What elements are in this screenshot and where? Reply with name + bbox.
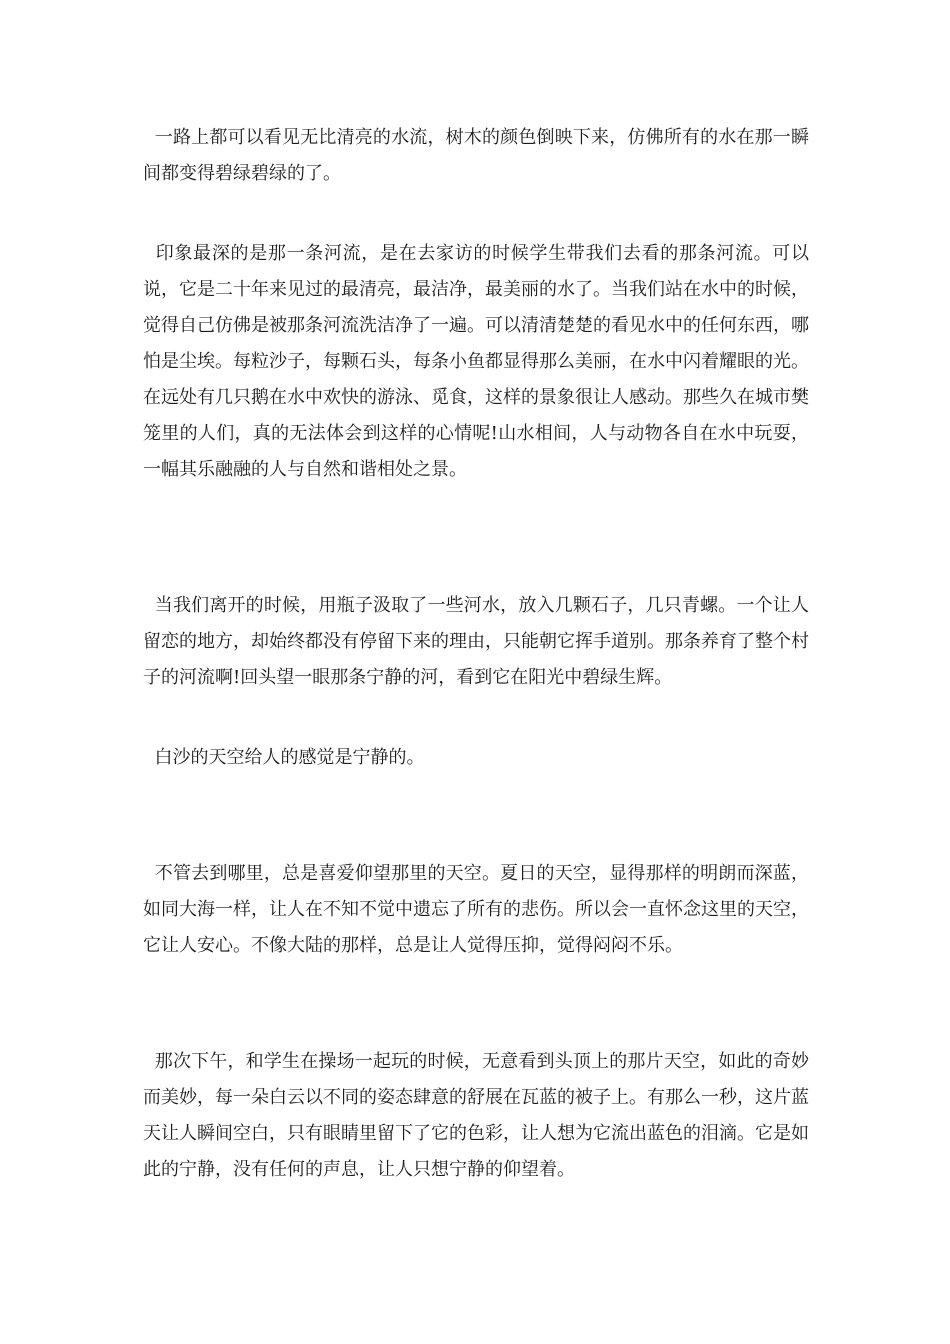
paragraph-4: 白沙的天空给人的感觉是宁静的。 <box>143 747 425 768</box>
paragraph-1: 一路上都可以看见无比清亮的水流，树木的颜色倒映下来，仿佛所有的水在那一瞬间都变得碧绿碧绿的了。 <box>143 127 809 184</box>
paragraph-2: 印象最深的是那一条河流，是在去家访的时候学生带我们去看的那条河流。可以说，它是二十年来见过的最清亮，最洁净，最美丽的水了。当我们站在水中的时候，觉得自己仿佛是被那条河流洗洁净了一遍。可以清清楚楚的看见水中的任何东西，哪怕是尘埃。每粒沙子，每颗石头，每条小鱼都显得那么美丽，在水中闪着耀眼的光。在远处有几只鹅在水中欢快的游泳、觅食，这样的景象很让人感动。那些久在城市樊笼里的人们，真的无法体会到这样的心情呢!山水相间，人与动物各自在水中玩耍，一幅其乐融融的人与自然和谐相处之景。 <box>143 243 809 480</box>
paragraph-5: 不管去到哪里，总是喜爱仰望那里的天空。夏日的天空，显得那样的明朗而深蓝，如同大海一样，让人在不知不觉中遗忘了所有的悲伤。所以会一直怀念这里的天空，它让人安心。不像大陆的那样，总是让人觉得压抑，觉得闷闷不乐。 <box>143 863 809 956</box>
paragraph-6: 那次下午，和学生在操场一起玩的时候，无意看到头顶上的那片天空，如此的奇妙而美妙，每一朵白云以不同的姿态肆意的舒展在瓦蓝的被子上。有那么一秒，这片蓝天让人瞬间空白，只有眼睛里留下了它的色彩，让人想为它流出蓝色的泪滴。它是如此的宁静，没有任何的声息，让人只想宁静的仰望着。 <box>143 1051 809 1180</box>
paragraph-3: 当我们离开的时候，用瓶子汲取了一些河水，放入几颗石子，几只青螺。一个让人留恋的地方，却始终都没有停留下来的理由，只能朝它挥手道别。那条养育了整个村子的河流啊!回头望一眼那条宁静的河，看到它在阳光中碧绿生辉。 <box>143 595 809 688</box>
